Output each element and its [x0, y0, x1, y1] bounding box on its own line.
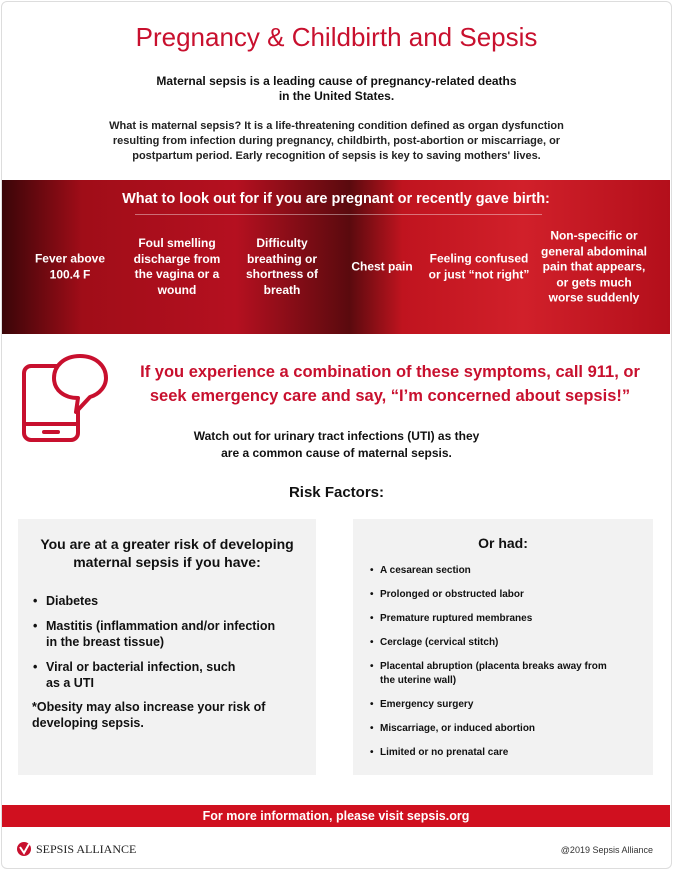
- list-item: • Prolonged or obstructed labor: [380, 588, 640, 602]
- symptom: Non-specific or general abdominal pain that appears, or gets much worse suddenly: [540, 228, 648, 305]
- list-item: • Placental abruption (placenta breaks away from the uterine wall): [380, 660, 620, 688]
- list-item: • Miscarriage, or induced abortion: [380, 722, 640, 736]
- symptoms-heading: What to look out for if you are pregnant or recently gave birth:: [122, 191, 550, 207]
- list-item: • Diabetes: [46, 593, 286, 609]
- risk-had-list: [380, 564, 640, 770]
- list-item: • Limited or no prenatal care: [380, 746, 640, 760]
- logo-text: SEPSIS ALLIANCE: [36, 841, 137, 856]
- divider: [135, 214, 542, 215]
- risk-factors-heading: Risk Factors:: [288, 484, 385, 501]
- copyright: @2019 Sepsis Alliance: [560, 845, 653, 855]
- logo-icon: [16, 841, 32, 857]
- call-to-action: If you experience a combination of these symptoms, call 911, or seek emergency care and say, “I’m concerned about sepsis!”: [140, 363, 640, 405]
- more-info-link[interactable]: For more information, please visit sepsis.org: [2, 805, 670, 827]
- list-item: • Emergency surgery: [380, 698, 640, 712]
- intro-text: What is maternal sepsis? It is a life-threatening condition defined as organ dysfunction resulting from infection during pregnancy, childbirth, post-abortion or miscarriage, or postpartum period. Early recognition of sepsis is key to saving mothers' lives.: [109, 120, 564, 162]
- list-item: • Cerclage (cervical stitch): [380, 636, 640, 650]
- list-item: • Mastitis (inflammation and/or infection in the breast tissue): [46, 618, 286, 650]
- risk-had-heading: Or had:: [478, 535, 528, 551]
- symptom: Fever above 100.4 F: [34, 251, 106, 281]
- symptom: Foul smelling discharge from the vagina or a wound: [133, 236, 221, 297]
- symptoms-banner: [2, 180, 670, 334]
- lead-text: Maternal sepsis is a leading cause of pregnancy-related deaths in the United States.: [156, 74, 517, 103]
- symptom: Difficulty breathing or shortness of breath: [245, 236, 318, 297]
- page-title: Pregnancy & Childbirth and Sepsis: [135, 22, 538, 52]
- obesity-note: *Obesity may also increase your risk of developing sepsis.: [32, 700, 266, 730]
- list-item: • Premature ruptured membranes: [380, 612, 640, 626]
- list-item: • Viral or bacterial infection, such as a UTI: [46, 659, 236, 691]
- symptom: Feeling confused or just “not right”: [428, 251, 530, 281]
- symptom: Chest pain: [351, 259, 413, 274]
- risk-had-box: [353, 519, 653, 775]
- list-item: • A cesarean section: [380, 564, 640, 578]
- risk-have-box: [18, 519, 316, 775]
- sepsis-alliance-logo: [16, 841, 136, 857]
- uti-note: Watch out for urinary tract infections (UTI) as they are a common cause of maternal sepsis.: [193, 429, 480, 460]
- risk-have-heading: You are at a greater risk of developing maternal sepsis if you have:: [40, 536, 294, 570]
- risk-have-list: [46, 593, 286, 700]
